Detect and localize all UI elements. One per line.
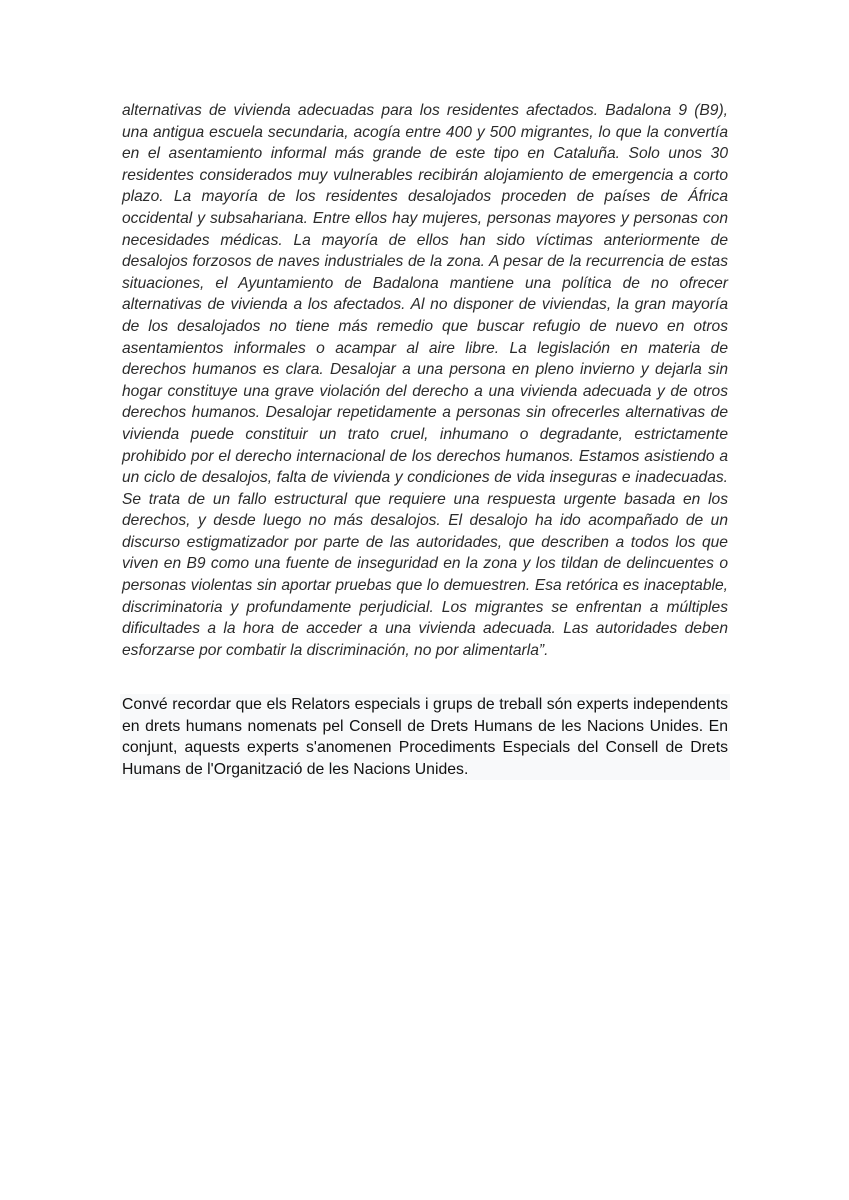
- note-paragraph: Convé recordar que els Relators especials i grups de treball són experts independents en drets humans nomenats pel Consell de Drets Humans de les Nacions Unides. En conjunt, aquests experts s'anomenen Procediments Especials del Consell de Drets Humans de l'Organització de les Nacions Unides.: [120, 694, 730, 780]
- quote-paragraph: alternativas de vivienda adecuadas para los residentes afectados. Badalona 9 (B9), una antigua escuela secundaria, acogía entre 400 y 500 migrantes, lo que la convertía en el asentamiento informal más grande de este tipo en Cataluña. Solo unos 30 residentes considerados muy vulnerables recibirán alojamiento de emergencia a corto plazo. La mayoría de los residentes desalojados proceden de países de África occidental y subsahariana. Entre ellos hay mujeres, personas mayores y personas con necesidades médicas. La mayoría de ellos han sido víctimas anteriormente de desalojos forzosos de naves industriales de la zona. A pesar de la recurrencia de estas situaciones, el Ayuntamiento de Badalona mantiene una política de no ofrecer alternativas de vivienda a los afectados. Al no disponer de viviendas, la gran mayoría de los desalojados no tiene más remedio que buscar refugio de nuevo en otros asentamientos informales o acampar al aire libre. La legislación en materia de derechos humanos es clara. Desalojar a una persona en pleno invierno y dejarla sin hogar constituye una grave violación del derecho a una vivienda adecuada y de otros derechos humanos. Desalojar repetidamente a personas sin ofrecerles alternativas de vivienda puede constituir un trato cruel, inhumano o degradante, estrictamente prohibido por el derecho internacional de los derechos humanos. Estamos asistiendo a un ciclo de desalojos, falta de vivienda y condiciones de vida inseguras e inadecuadas. Se trata de un fallo estructural que requiere una respuesta urgente basada en los derechos, y desde luego no más desalojos. El desalojo ha ido acompañado de un discurso estigmatizador por parte de las autoridades, que describen a todos los que viven en B9 como una fuente de inseguridad en la zona y los tildan de delincuentes o personas violentas sin aportar pruebas que lo demuestren. Esa retórica es inaceptable, discriminatoria y profundamente perjudicial. Los migrantes se enfrentan a múltiples dificultades a la hora de acceder a una vivienda adecuada. Las autoridades deben esforzarse por combatir la discriminación, no por alimentarla”.: [122, 102, 728, 659]
